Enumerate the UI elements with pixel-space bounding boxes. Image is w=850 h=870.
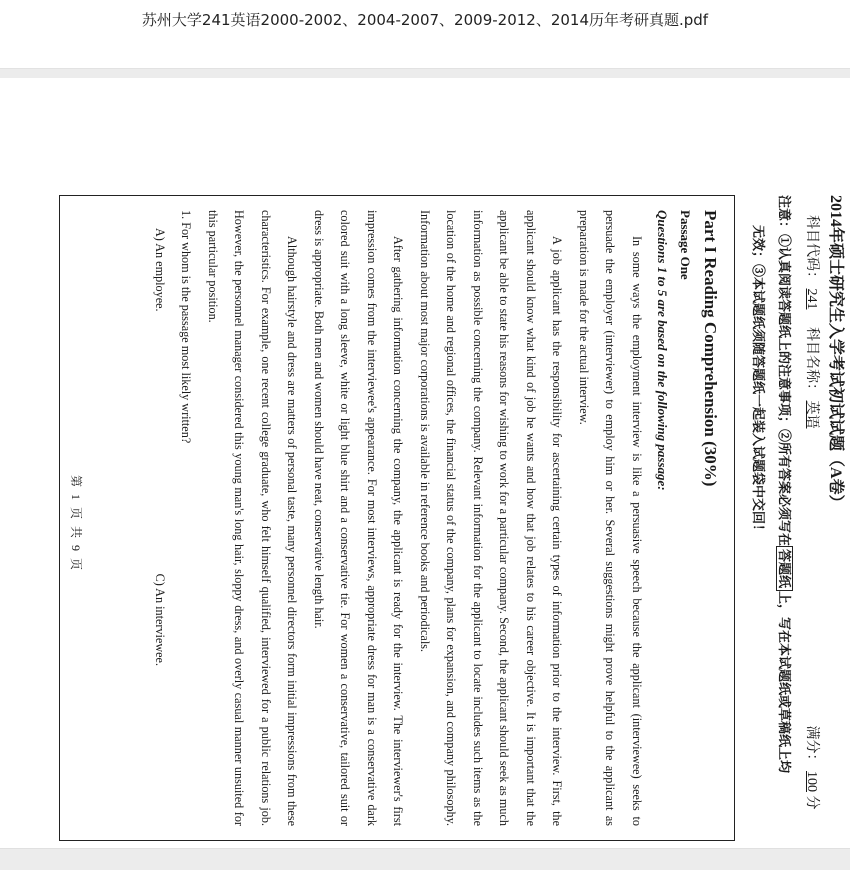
notice-text-1-end: 上，写在本试题纸或草稿纸上均: [777, 591, 792, 774]
question-1-options: [147, 210, 174, 826]
question-1: 1. For whom is the passage most likely written?: [179, 210, 194, 444]
page-number: 第 1 页 共 9 页: [69, 475, 83, 573]
option-a: A) An employee.: [153, 228, 167, 312]
score-unit: 分: [804, 795, 819, 810]
file-title: 苏州大学241英语2000-2002、2004-2007、2009-2012、2014历年考研真题.pdf: [0, 0, 850, 40]
passage-instruction: Questions 1 to 5 are based on the following passage:: [655, 210, 670, 491]
pdf-page[interactable]: [0, 78, 850, 848]
subject-name-label: 科目名称：: [804, 327, 819, 397]
subject-meta: [803, 215, 823, 835]
passage-paragraph: A job applicant has the responsibility for ascertaining certain types of information prior to the interview. First, the applicant should know what kind of job he wants and how that job relates to his career objective. It is important that the applicant be able to state his reasons for wishing to work for a particular company. Second, the applicant should seek as much information as possible concerning the company. Relevant information for the applicant to locate includes such items as the location of the home and regional offices, the financial status of the company, plans for expansion, and company philosophy. Information about most major corporations is available in reference books and periodicals.: [418, 210, 565, 826]
notice-boxed-answer-sheet: 答题纸: [776, 546, 793, 591]
subject-name: 英语: [804, 400, 819, 429]
question-content-box: [59, 195, 735, 841]
notice-line-1: [776, 195, 795, 843]
passage-paragraph: After gathering information concerning the company, the applicant is ready for the interview. The interviewer's first impression comes from the interviewee's appearance. For most interviews, appropriate dress for man is a conservative dark colored suit with a long sleeve, white or light blue shirt and a conservative tie. For women a conservative, tailored suit or dress is appropriate. Both men and women should have neat, conservative length hair.: [312, 210, 406, 826]
scanned-exam-sheet: [55, 195, 845, 843]
exam-header: 2014年硕士研究生入学考试初试试题（A卷）: [827, 195, 844, 511]
passage-title: Passage One: [678, 210, 693, 280]
subject-code: 241: [804, 288, 819, 310]
option-c: C) An interviewee.: [153, 573, 167, 666]
notice-text-1: ①认真阅读答题纸上的注意事项；②所有答案必须写在: [777, 234, 792, 547]
passage-paragraph: In some ways the employment interview is like a persuasive speech because the applicant (interviewee) seeks to persuade the employer (interviewer) to employ him or her. Several suggestions might prove helpful to the applicant as preparation is made for the actual interview.: [577, 210, 644, 826]
part-title: Part I Reading Comprehension (30%): [701, 210, 720, 487]
notice-prefix: 注意：: [777, 195, 792, 235]
notice-line-2: 无效；③本试题纸须随答题纸一起装入试题袋中交回！: [751, 225, 766, 538]
subject-code-label: 科目代码：: [804, 215, 819, 285]
score-label: 满分：: [804, 725, 819, 768]
score-value: 100: [804, 771, 819, 792]
page-separator-top: [0, 68, 850, 78]
passage-paragraph: Although hairstyle and dress are matters of personal taste, many personnel directors form initial impressions from these characteristics. For example, one recent college graduate, who felt himself qualified, interviewed for a public relations job. However, the personnel manager considered this young man's long hair, sloppy dress, and overly casual manner unsuited for this particular position.: [206, 210, 300, 826]
page-separator-bottom: [0, 848, 850, 870]
